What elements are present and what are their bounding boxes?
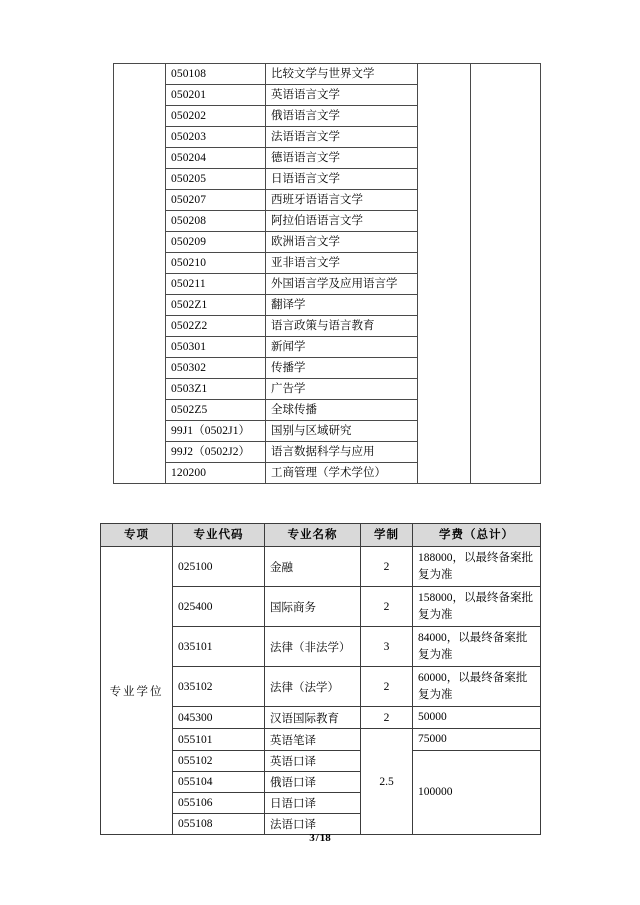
table-row: [101, 547, 541, 587]
cell-major-name: 法律（法学）: [265, 667, 361, 707]
cell-major-name: 日语语言文学: [266, 169, 418, 190]
cell-major-name: 日语口译: [265, 793, 361, 814]
cell-major-code: 99J1（0502J1）: [166, 421, 266, 442]
cell-specialty: 专业学位: [101, 547, 173, 835]
cell-years: 3: [361, 627, 413, 667]
cell-major-name: 国际商务: [265, 587, 361, 627]
cell-major-name: 广告学: [266, 379, 418, 400]
cell-major-name: 西班牙语语言文学: [266, 190, 418, 211]
cell-major-name: 翻译学: [266, 295, 418, 316]
cell-major-code: 050202: [166, 106, 266, 127]
cell-major-code: 050201: [166, 85, 266, 106]
cell-major-code: 035102: [173, 667, 265, 707]
cell-major-code: 050203: [166, 127, 266, 148]
cell-major-code: 055104: [173, 772, 265, 793]
cell-major-code: 025400: [173, 587, 265, 627]
cell-major-code: 050211: [166, 274, 266, 295]
column-header-specialty: 专项: [101, 524, 173, 547]
cell-major-code: 050209: [166, 232, 266, 253]
cell-major-name: 工商管理（学术学位）: [266, 463, 418, 484]
cell-years: 2: [361, 587, 413, 627]
cell-major-code: 050210: [166, 253, 266, 274]
cell-major-name: 英语语言文学: [266, 85, 418, 106]
column-header-years: 学制: [361, 524, 413, 547]
footer-total-pages: 18: [319, 832, 331, 844]
cell-major-name: 德语语言文学: [266, 148, 418, 169]
cell-major-name: 亚非语言文学: [266, 253, 418, 274]
cell-major-name: 传播学: [266, 358, 418, 379]
cell-major-code: 055101: [173, 729, 265, 751]
cell-major-name: 法语口译: [265, 814, 361, 835]
majors-continuation-table-container: [113, 63, 540, 484]
cell-major-name: 法语语言文学: [266, 127, 418, 148]
cell-fee: 75000: [413, 729, 541, 751]
cell-major-code: 050207: [166, 190, 266, 211]
cell-major-code: 050302: [166, 358, 266, 379]
cell-fee: 50000: [413, 707, 541, 729]
majors-continuation-table: [113, 63, 541, 484]
cell-major-name: 国别与区域研究: [266, 421, 418, 442]
cell-major-code: 055108: [173, 814, 265, 835]
cell-major-name: 俄语语言文学: [266, 106, 418, 127]
cell-years: 2: [361, 707, 413, 729]
cell-major-name: 语言政策与语言教育: [266, 316, 418, 337]
cell-major-name: 比较文学与世界文学: [266, 64, 418, 85]
cell-fee: 188000，以最终备案批复为准: [413, 547, 541, 587]
cell-major-code: 045300: [173, 707, 265, 729]
professional-degree-table-container: [100, 523, 540, 835]
cell-years: 2: [361, 547, 413, 587]
column-header-code: 专业代码: [173, 524, 265, 547]
cell-major-code: 055106: [173, 793, 265, 814]
cell-major-name: 欧洲语言文学: [266, 232, 418, 253]
cell-fee: 158000，以最终备案批复为准: [413, 587, 541, 627]
cell-fee-merged: 100000: [413, 751, 541, 835]
cell-major-code: 035101: [173, 627, 265, 667]
cell-major-name: 全球传播: [266, 400, 418, 421]
cell-major-name: 汉语国际教育: [265, 707, 361, 729]
cell-major-code: 050108: [166, 64, 266, 85]
cell-major-name: 外国语言学及应用语言学: [266, 274, 418, 295]
cell-major-name: 金融: [265, 547, 361, 587]
column-header-name: 专业名称: [265, 524, 361, 547]
cell-major-code: 0502Z1: [166, 295, 266, 316]
page-footer: [0, 832, 640, 844]
cell-major-name: 英语笔译: [265, 729, 361, 751]
cell-fee-blank: [471, 64, 541, 484]
cell-major-name: 俄语口译: [265, 772, 361, 793]
cell-years-merged: 2.5: [361, 729, 413, 835]
footer-separator: /: [315, 832, 319, 844]
cell-major-code: 120200: [166, 463, 266, 484]
cell-major-name: 新闻学: [266, 337, 418, 358]
table-row: [114, 64, 541, 85]
cell-major-code: 99J2（0502J2）: [166, 442, 266, 463]
column-header-fee: 学费（总计）: [413, 524, 541, 547]
table-header-row: [101, 524, 541, 547]
cell-major-code: 055102: [173, 751, 265, 772]
cell-major-name: 阿拉伯语语言文学: [266, 211, 418, 232]
cell-fee: 84000，以最终备案批复为准: [413, 627, 541, 667]
cell-major-name: 法律（非法学）: [265, 627, 361, 667]
cell-years-blank: [418, 64, 471, 484]
cell-major-code: 050301: [166, 337, 266, 358]
cell-major-code: 050208: [166, 211, 266, 232]
cell-major-name: 英语口译: [265, 751, 361, 772]
footer-current-page: 3: [309, 832, 315, 844]
cell-major-code: 050204: [166, 148, 266, 169]
cell-specialty-blank: [114, 64, 166, 484]
professional-degree-table: [100, 523, 541, 835]
cell-major-code: 025100: [173, 547, 265, 587]
cell-major-code: 0502Z2: [166, 316, 266, 337]
cell-fee: 60000，以最终备案批复为准: [413, 667, 541, 707]
cell-major-code: 050205: [166, 169, 266, 190]
cell-major-code: 0502Z5: [166, 400, 266, 421]
cell-years: 2: [361, 667, 413, 707]
cell-major-code: 0503Z1: [166, 379, 266, 400]
cell-major-name: 语言数据科学与应用: [266, 442, 418, 463]
